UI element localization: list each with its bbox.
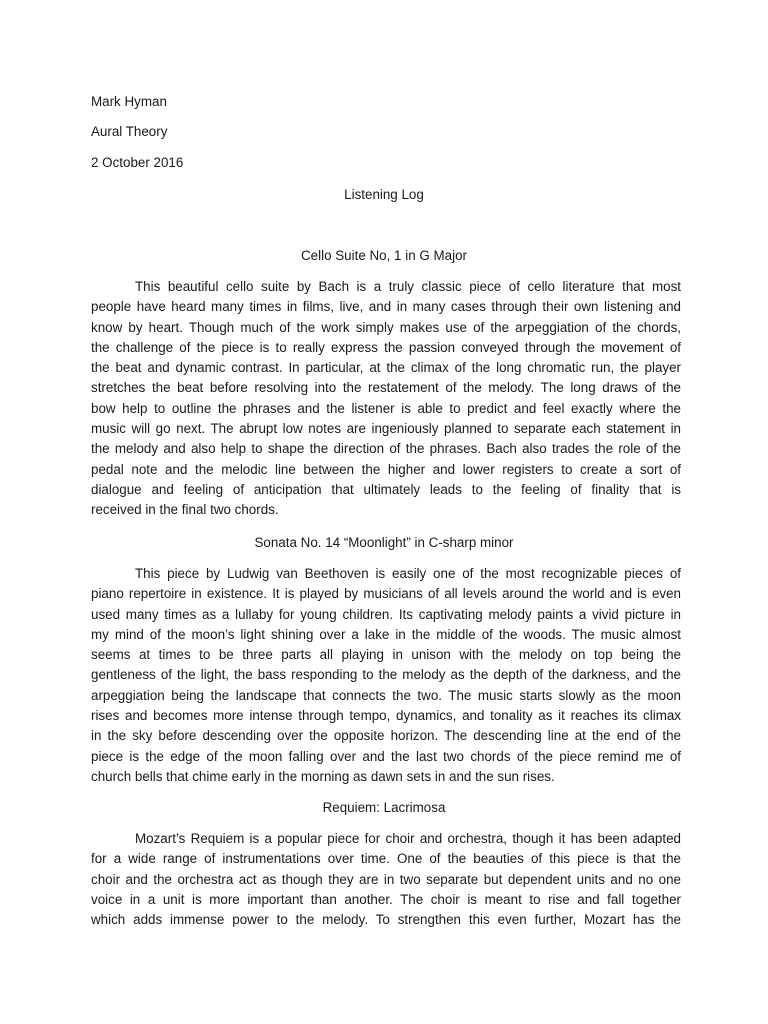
- paragraph-line: my mind of the moon’s light shining over a lake in the middle of the woods. The music almost: [91, 626, 681, 642]
- section-heading-moonlight: Sonata No. 14 “Moonlight” in C-sharp minor: [254, 535, 514, 550]
- paragraph-line: used many times as a lullaby for young children. Its captivating melody paints a vivid picture in: [91, 606, 681, 622]
- paragraph-line: gentleness of the light, the bass responding to the melody as the depth of the darkness, and the: [91, 667, 681, 683]
- document-date: 2 October 2016: [91, 155, 184, 170]
- course-name: Aural Theory: [91, 124, 168, 139]
- paragraph-line: stretches the beat before resolving into the restatement of the melody. The long draws of the: [91, 380, 681, 396]
- paragraph-line: the melody and also help to shape the direction of the phrases. Bach also trades the role of the: [91, 441, 681, 457]
- paragraph-line: pedal note and the melodic line between the higher and lower registers to create a sort of: [91, 461, 681, 477]
- paragraph-line: bow help to outline the phrases and the listener is able to predict and feel exactly where the: [91, 400, 681, 416]
- document-title: Listening Log: [344, 187, 424, 202]
- paragraph-line: dialogue and feeling of anticipation that ultimately leads to the feeling of finality that is: [91, 481, 681, 497]
- paragraph-line: music will go next. The abrupt low notes are ingeniously planned to separate each statement in: [91, 421, 681, 437]
- paragraph-cello: [91, 277, 681, 521]
- paragraph-line: know by heart. Though much of the work simply makes use of the arpeggiation of the chords,: [91, 319, 681, 335]
- paragraph-line: the challenge of the piece is to really express the passion conveyed through the movement of: [91, 339, 681, 355]
- paragraph-line: rises and becomes more intense through tempo, dynamics, and tonality as it reaches its climax: [91, 708, 681, 724]
- paragraph-line: This beautiful cello suite by Bach is a truly classic piece of cello literature that most: [135, 279, 681, 294]
- paragraph-moonlight: [91, 564, 681, 787]
- paragraph-line: received in the final two chords.: [91, 502, 279, 518]
- paragraph-line: choir and the orchestra act as though they are in two separate but dependent units and no one: [91, 871, 681, 887]
- paragraph-line: which adds immense power to the melody. To strengthen this even further, Mozart has the: [91, 912, 681, 928]
- paragraph-line: for a wide range of instrumentations over time. One of the beauties of this piece is that the: [91, 851, 681, 867]
- paragraph-line: church bells that chime early in the morning as dawn sets in and the sun rises.: [91, 768, 555, 784]
- paragraph-line: people have heard many times in films, live, and in many cases through their own listening and: [91, 299, 681, 315]
- paragraph-line: arpeggiation being the landscape that connects the two. The music starts slowly as the moon: [91, 687, 681, 703]
- section-heading-requiem: Requiem: Lacrimosa: [322, 800, 446, 815]
- author-name: Mark Hyman: [91, 94, 167, 109]
- paragraph-line: This piece by Ludwig van Beethoven is easily one of the most recognizable pieces of: [135, 566, 681, 581]
- paragraph-line: the beat and dynamic contrast. In particular, at the climax of the long chromatic run, the player: [91, 360, 681, 376]
- paragraph-requiem: [91, 829, 681, 930]
- paragraph-line: voice in a unit is more important than another. The choir is meant to rise and fall together: [91, 891, 681, 907]
- paragraph-line: seems at times to be three parts all playing in unison with the melody on top being the: [91, 647, 681, 663]
- paragraph-line: piece is the edge of the moon falling over and the last two chords of the piece remind me of: [91, 748, 681, 764]
- section-heading-cello: Cello Suite No, 1 in G Major: [301, 248, 467, 263]
- paragraph-line: piano repertoire in existence. It is played by musicians of all levels around the world and is even: [91, 586, 681, 602]
- paragraph-line: in the sky before descending over the opposite horizon. The descending line at the end of the: [91, 728, 681, 744]
- paragraph-line: Mozart’s Requiem is a popular piece for choir and orchestra, though it has been adapted: [135, 831, 681, 846]
